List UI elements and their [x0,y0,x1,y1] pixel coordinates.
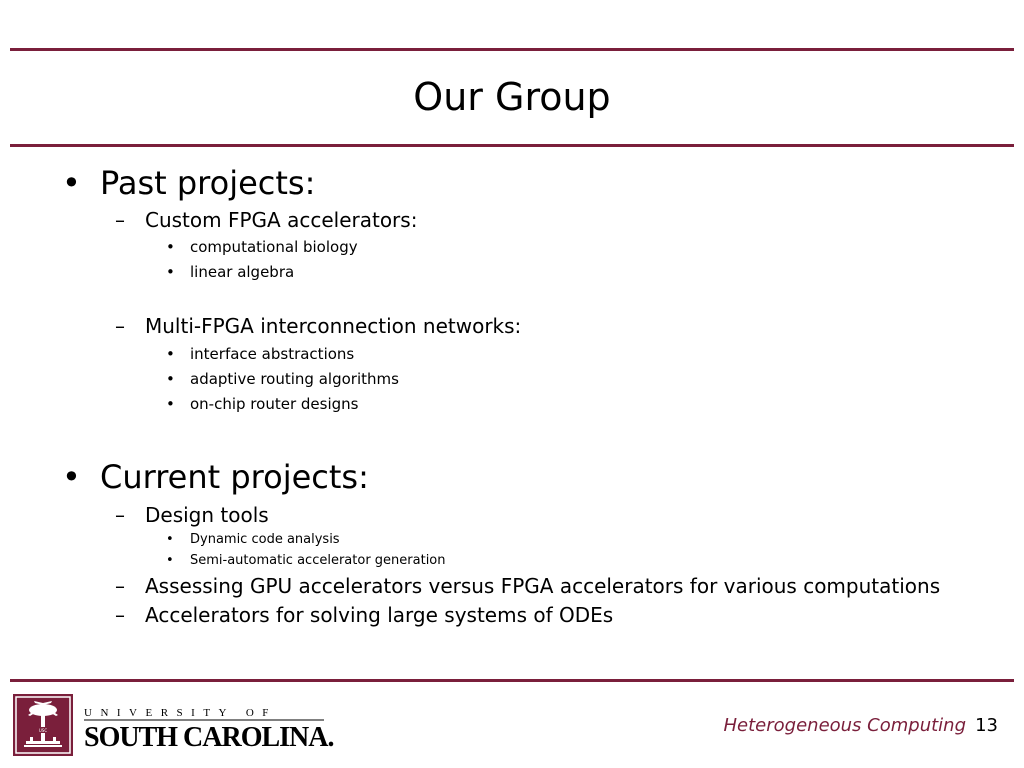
list-item: Assessing GPU accelerators versus FPGA accelerators for various computations [145,574,941,598]
sub-bullet-marker: • [166,532,174,547]
list-item: Design tools [145,503,269,527]
sub-bullet-marker: • [166,553,174,568]
bullet-marker: • [62,458,81,496]
list-item: Custom FPGA accelerators: [145,208,418,232]
sub-list-item: Dynamic code analysis [190,532,340,547]
list-item: Multi-FPGA interconnection networks: [145,314,522,338]
sub-list-item: computational biology [190,238,358,256]
bullet-marker: • [62,164,81,202]
sub-bullet-marker: • [166,238,175,256]
sub-list-item: adaptive routing algorithms [190,370,399,388]
dash-marker: – [115,208,125,232]
section-heading-current: Current projects: [100,458,369,496]
sub-bullet-marker: • [166,395,175,413]
sub-list-item: interface abstractions [190,345,355,363]
footer-rule [10,679,1014,682]
sub-list-item: Semi-automatic accelerator generation [190,553,446,568]
sub-bullet-marker: • [166,263,175,281]
dash-marker: – [115,503,125,527]
page-number: 13 [975,715,998,736]
wordmark-line1: UNIVERSITY OF [84,707,277,719]
list-item: Accelerators for solving large systems of ODEs [145,603,614,627]
sub-list-item: on-chip router designs [190,395,359,413]
svg-text:USC: USC [38,728,48,733]
title-rule-bottom [10,144,1014,147]
sub-list-item: linear algebra [190,263,295,281]
university-wordmark-logo [84,704,334,754]
wordmark-line2: SOUTH CAROLINA. [84,722,334,753]
course-title: Heterogeneous Computing [723,715,966,736]
dash-marker: – [115,314,125,338]
section-heading-past: Past projects: [100,164,316,202]
sub-bullet-marker: • [166,370,175,388]
dash-marker: – [115,603,125,627]
slide-title: Our Group [413,75,611,119]
dash-marker: – [115,574,125,598]
sub-bullet-marker: • [166,345,175,363]
title-rule-top [10,48,1014,51]
university-seal-logo [12,693,74,757]
